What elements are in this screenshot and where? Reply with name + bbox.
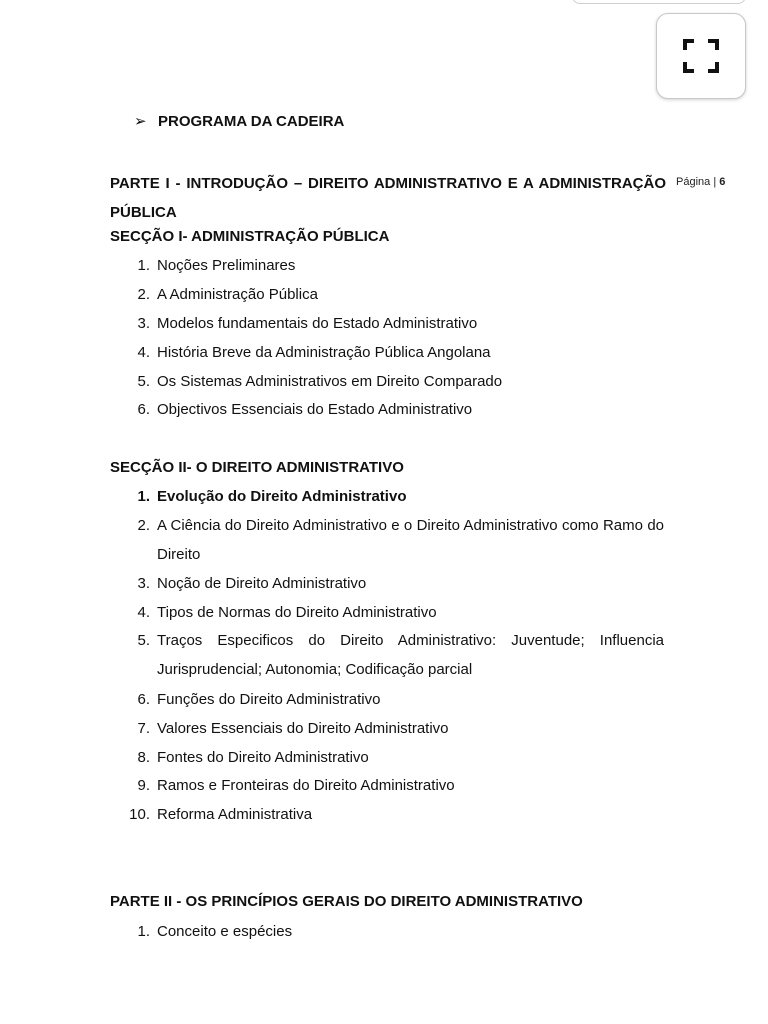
program-heading xyxy=(134,112,344,130)
fullscreen-icon xyxy=(683,39,719,73)
list-item-text: Reforma Administrativa xyxy=(157,806,313,823)
list-item-number: 4. xyxy=(137,604,150,621)
list-item-number: 5. xyxy=(137,373,150,390)
section-2-title: SECÇÃO II- O DIREITO ADMINISTRATIVO xyxy=(110,459,404,476)
fullscreen-button[interactable] xyxy=(656,13,746,99)
section-1-title: SECÇÃO I- ADMINISTRAÇÃO PÚBLICA xyxy=(110,228,390,245)
list-item-number: 5. xyxy=(137,632,150,649)
viewer-top-control[interactable] xyxy=(572,0,746,4)
list-item-number: 1. xyxy=(137,488,150,505)
list-item-text: Objectivos Essenciais do Estado Administrativo xyxy=(157,401,473,418)
program-heading-text: PROGRAMA DA CADEIRA xyxy=(158,113,345,130)
page-word: Página xyxy=(676,176,711,188)
part-1-title: PARTE I - INTRODUÇÃO – DIREITO ADMINISTRATIVO E A ADMINISTRAÇÃO PÚBLICA xyxy=(110,175,666,221)
list-item-text: Noções Preliminares xyxy=(157,257,296,274)
list-item-text: A Administração Pública xyxy=(157,286,318,303)
list-item-text: Evolução do Direito Administrativo xyxy=(157,488,407,505)
list-item-number: 3. xyxy=(137,315,150,332)
list-item-number: 6. xyxy=(137,401,150,418)
list-item-text: A Ciência do Direito Administrativo e o Direito Administrativo como Ramo do Direito xyxy=(157,517,664,563)
page-number-label xyxy=(676,176,725,188)
list-item-text: Fontes do Direito Administrativo xyxy=(157,749,369,766)
list-item-number: 7. xyxy=(137,720,150,737)
list-item-text: Funções do Direito Administrativo xyxy=(157,691,381,708)
list-item-number: 2. xyxy=(137,286,150,303)
list-item-text: Conceito e espécies xyxy=(157,923,293,940)
list-item-text: Tipos de Normas do Direito Administrativo xyxy=(157,604,437,621)
list-item-text: Traços Especificos do Direito Administrativo: Juventude; Influencia Jurisprudencial; Autonomia; Codificação parcial xyxy=(157,632,664,678)
list-item-text: História Breve da Administração Pública Angolana xyxy=(157,344,491,361)
list-item-number: 8. xyxy=(137,749,150,766)
page-separator: | xyxy=(713,176,717,188)
list-item-number: 3. xyxy=(137,575,150,592)
list-item-number: 10. xyxy=(129,806,150,823)
list-item-number: 2. xyxy=(137,517,150,534)
list-item-text: Modelos fundamentais do Estado Administrativo xyxy=(157,315,478,332)
list-item-text: Ramos e Fronteiras do Direito Administrativo xyxy=(157,777,455,794)
list-item-number: 6. xyxy=(137,691,150,708)
page-number: 6 xyxy=(719,176,726,188)
list-item-number: 1. xyxy=(137,257,150,274)
list-item-text: Os Sistemas Administrativos em Direito Comparado xyxy=(157,373,503,390)
list-item-text: Valores Essenciais do Direito Administrativo xyxy=(157,720,449,737)
list-item-number: 1. xyxy=(137,923,150,940)
part-2-title: PARTE II - OS PRINCÍPIOS GERAIS DO DIREITO ADMINISTRATIVO xyxy=(110,893,583,910)
list-item-number: 9. xyxy=(137,777,150,794)
list-item-text: Noção de Direito Administrativo xyxy=(157,575,367,592)
list-item-number: 4. xyxy=(137,344,150,361)
arrow-bullet-icon: ➢ xyxy=(134,113,147,130)
